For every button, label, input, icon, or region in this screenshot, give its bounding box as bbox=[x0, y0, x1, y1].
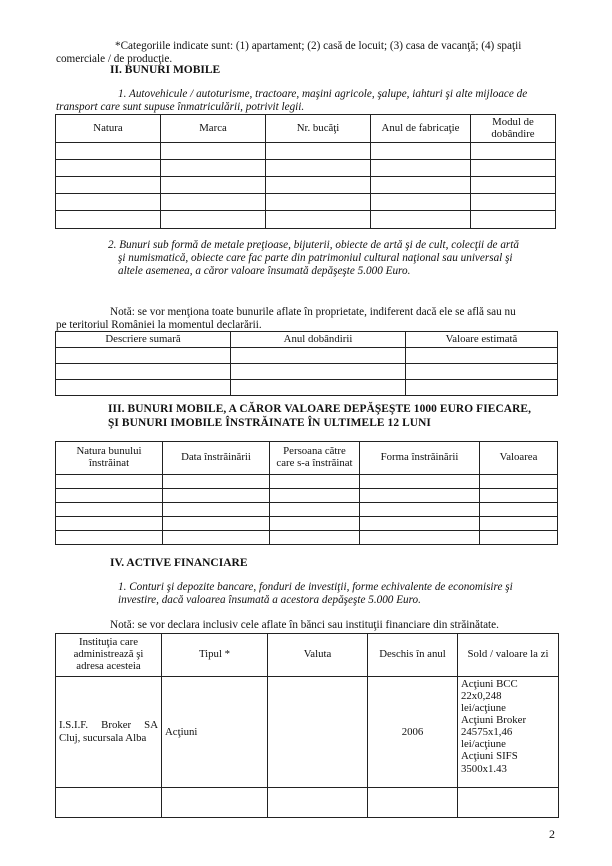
table-row bbox=[56, 364, 558, 380]
alienated-col-natura: Natura bunului înstrăinat bbox=[56, 442, 163, 475]
table-row bbox=[56, 475, 558, 489]
financial-col-valuta: Valuta bbox=[268, 634, 368, 677]
financial-type-cell: Acţiuni bbox=[162, 677, 268, 788]
table-row bbox=[56, 503, 558, 517]
alienated-col-data: Data înstrăinării bbox=[163, 442, 270, 475]
page-number: 2 bbox=[549, 827, 555, 841]
financial-col-institutie: Instituţia care administrează şi adresa acesteia bbox=[56, 634, 162, 677]
vehicles-col-marca: Marca bbox=[161, 115, 266, 143]
table-row bbox=[56, 489, 558, 503]
table-row bbox=[56, 517, 558, 531]
balance-line-7: Acţiuni SIFS bbox=[461, 750, 518, 763]
section2-item1-line1: 1. Autovehicule / autoturisme, tractoare, maşini agricole, şalupe, iahturi şi alte mijloace de bbox=[118, 88, 528, 100]
vehicles-table bbox=[55, 114, 556, 229]
financial-opened-cell: 2006 bbox=[368, 677, 458, 788]
balance-line-6: lei/acţiune bbox=[461, 738, 506, 751]
valuables-col-descriere: Descriere sumară bbox=[56, 332, 231, 348]
alienated-col-persoana: Persoana către care s-a înstrăinat bbox=[270, 442, 360, 475]
valuables-col-an: Anul dobândirii bbox=[231, 332, 406, 348]
financial-col-tipul: Tipul * bbox=[162, 634, 268, 677]
vehicles-col-natura: Natura bbox=[56, 115, 161, 143]
section2-item2-line2: şi numismatică, obiecte care fac parte din patrimoniul cultural naţional sau universal şi bbox=[118, 252, 513, 264]
balance-line-1 bbox=[461, 678, 555, 690]
balance-text-1: Acţiuni BCC bbox=[461, 678, 518, 690]
section2-note-line1: Notă: se vor menţiona toate bunurile aflate în proprietate, indiferent dacă ele se află sau nu bbox=[110, 306, 516, 318]
intro-note-line2: comerciale / de producţie. bbox=[56, 53, 173, 65]
balance-line-8: 3500x1.43 bbox=[461, 762, 507, 775]
section3-heading-line1: III. BUNURI MOBILE, A CĂROR VALOARE DEPĂŞEŞTE 1000 EURO FIECARE, bbox=[108, 403, 532, 415]
financial-col-sold: Sold / valoare la zi bbox=[458, 634, 559, 677]
table-row bbox=[56, 143, 556, 160]
balance-line-2: 22x0,248 bbox=[461, 690, 502, 703]
financial-assets-table bbox=[55, 633, 559, 818]
vehicles-col-mod-dobandire: Modul de dobândire bbox=[471, 115, 556, 143]
table-row bbox=[56, 194, 556, 211]
section2-item1-line2: transport care sunt supuse înmatriculării, potrivit legii. bbox=[56, 101, 305, 113]
table-row bbox=[56, 177, 556, 194]
balance-line-5: 24575x1,46 bbox=[461, 726, 513, 739]
valuables-col-valoare: Valoare estimată bbox=[406, 332, 558, 348]
financial-institution-cell: I.S.I.F. Broker SA Cluj, sucursala Alba bbox=[56, 677, 162, 788]
valuables-table bbox=[55, 331, 558, 396]
section4-item1-line1: 1. Conturi şi depozite bancare, fonduri de investiţii, forme echivalente de economisire şi bbox=[118, 581, 513, 593]
balance-line-4: Acţiuni Broker bbox=[461, 714, 527, 727]
financial-col-deschis: Deschis în anul bbox=[368, 634, 458, 677]
financial-currency-cell bbox=[268, 677, 368, 788]
alienated-col-valoarea: Valoarea bbox=[480, 442, 558, 475]
section4-note: Notă: se vor declara inclusiv cele aflate în bănci sau instituţii financiare din străinătate. bbox=[110, 619, 499, 631]
table-row bbox=[56, 348, 558, 364]
section4-heading: IV. ACTIVE FINANCIARE bbox=[110, 557, 248, 569]
table-row bbox=[56, 677, 559, 788]
section2-item2-line3: altele asemenea, a căror valoare însumată depăşeşte 5.000 Euro. bbox=[118, 265, 411, 277]
alienated-assets-table bbox=[55, 441, 558, 545]
balance-line-3: lei/acţiune bbox=[461, 702, 506, 715]
table-row bbox=[56, 160, 556, 177]
intro-note-line1: *Categoriile indicate sunt: (1) apartament; (2) casă de locuit; (3) casa de vacanţă; (4) spaţii bbox=[115, 40, 522, 52]
vehicles-col-nr-bucati: Nr. bucăţi bbox=[266, 115, 371, 143]
section3-heading-line2: ŞI BUNURI IMOBILE ÎNSTRĂINATE ÎN ULTIMELE 12 LUNI bbox=[108, 417, 431, 429]
table-row bbox=[56, 211, 556, 229]
table-row bbox=[56, 380, 558, 396]
section2-note-line2: pe teritoriul României la momentul declarării. bbox=[56, 319, 262, 331]
financial-balance-cell bbox=[458, 677, 559, 788]
table-row bbox=[56, 788, 559, 818]
alienated-col-forma: Forma înstrăinării bbox=[360, 442, 480, 475]
section2-heading: II. BUNURI MOBILE bbox=[110, 64, 221, 76]
section4-item1-line2: investire, dacă valoarea însumată a acestora depăşeşte 5.000 Euro. bbox=[118, 594, 421, 606]
vehicles-col-an-fabricatie: Anul de fabricaţie bbox=[371, 115, 471, 143]
section2-item2-line1: 2. Bunuri sub formă de metale preţioase, bijuterii, obiecte de artă şi de cult, colecţii de artă bbox=[108, 239, 519, 251]
table-row bbox=[56, 531, 558, 545]
